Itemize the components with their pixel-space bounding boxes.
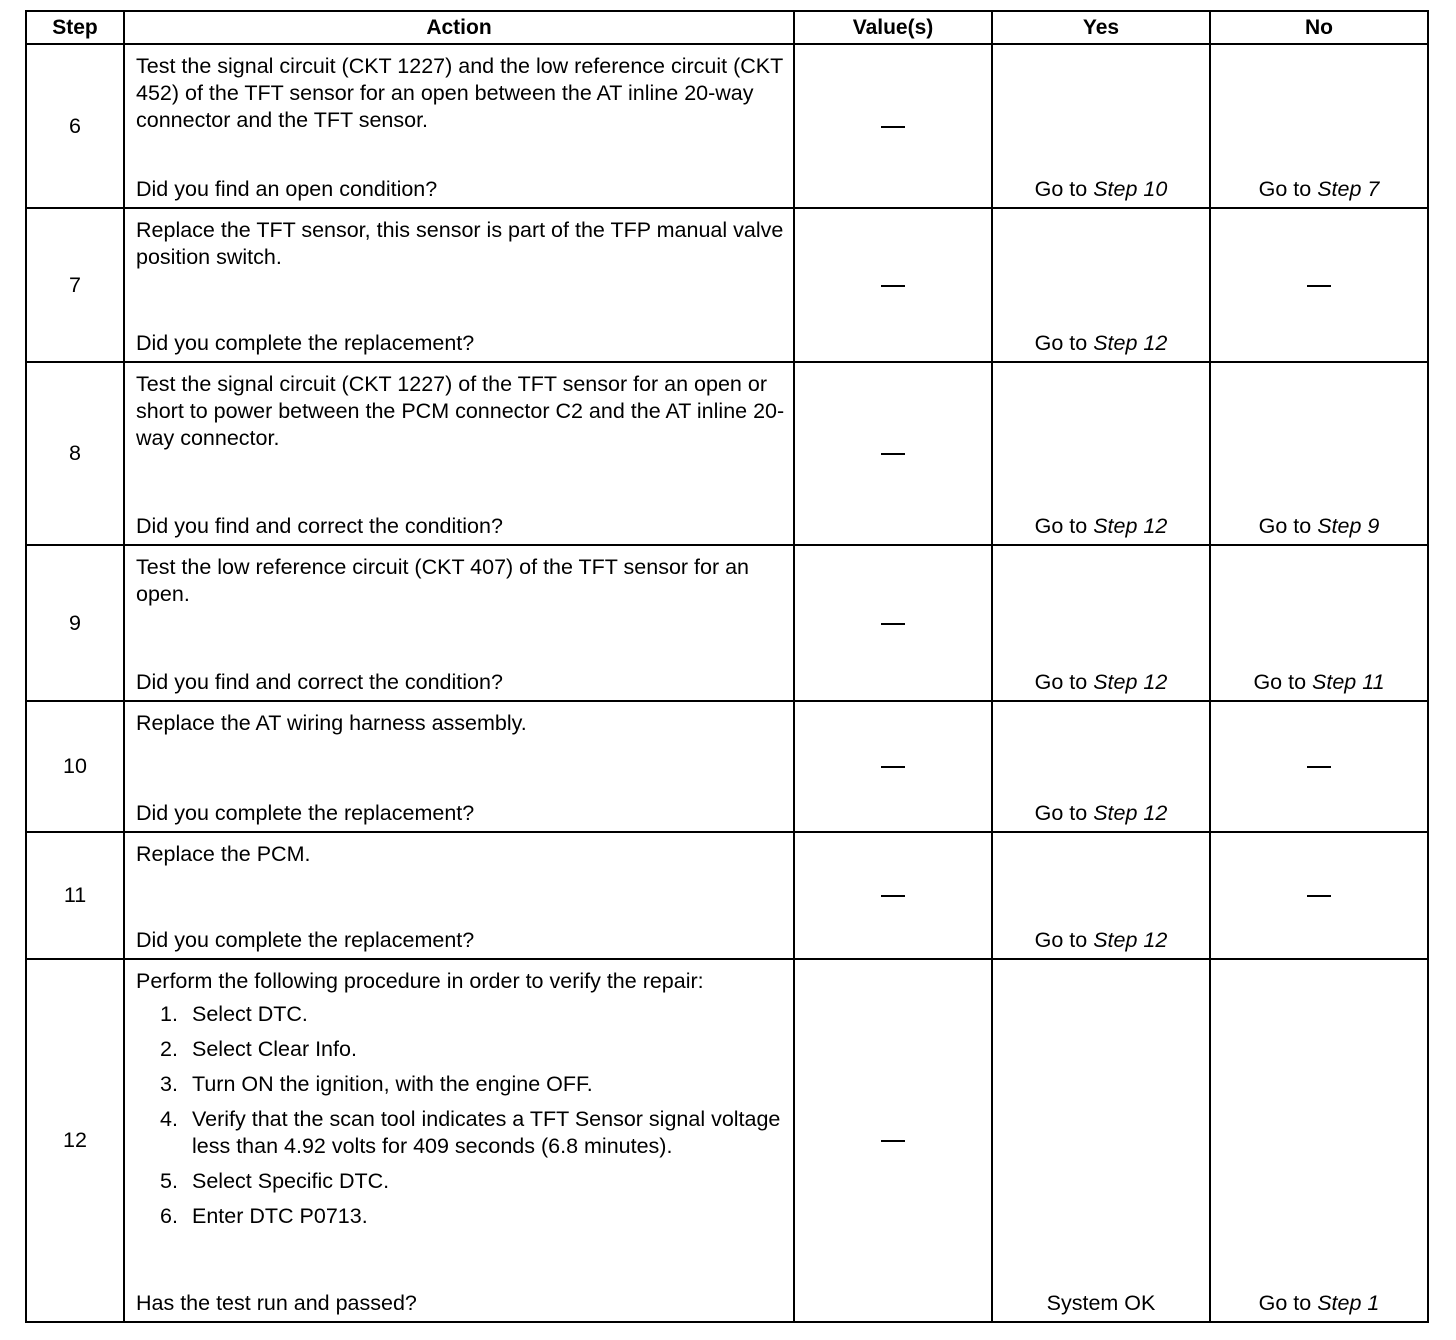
step-number: 12: [26, 959, 124, 1322]
value-cell: [794, 701, 992, 832]
procedure-list: [136, 1001, 785, 1230]
action-question: Did you complete the replacement?: [136, 928, 475, 952]
table-row: [26, 832, 1428, 959]
goto-step: Step 10: [1093, 177, 1168, 201]
table-row: [26, 959, 1428, 1322]
yes-goto[interactable]: [993, 176, 1209, 203]
goto-prefix: Go to: [1034, 177, 1088, 201]
action-cell: [124, 959, 794, 1322]
table-row: [26, 208, 1428, 362]
table-row: [26, 701, 1428, 832]
action-cell: [124, 362, 794, 545]
action-cell: [124, 545, 794, 701]
item-number: 3.: [160, 1072, 178, 1096]
action-question: Has the test run and passed?: [136, 1291, 417, 1315]
action-question: Did you complete the replacement?: [136, 801, 475, 825]
goto-prefix: Go to: [1034, 928, 1088, 952]
action-cell: [124, 701, 794, 832]
item-text: Turn ON the ignition, with the engine OFF.: [192, 1072, 593, 1096]
item-number: 1.: [160, 1002, 178, 1026]
header-value: Value(s): [794, 11, 992, 44]
no-dash: [1307, 766, 1331, 768]
item-number: 5.: [160, 1169, 178, 1193]
value-cell: [794, 959, 992, 1322]
value-dash: [881, 453, 905, 455]
goto-prefix: Go to: [1034, 514, 1088, 538]
yes-goto[interactable]: [993, 669, 1209, 696]
goto-prefix: Go to: [1034, 670, 1088, 694]
value-cell: [794, 44, 992, 208]
header-action: Action: [124, 11, 794, 44]
goto-prefix: Go to: [1034, 801, 1088, 825]
yes-cell: [992, 545, 1210, 701]
list-item: [160, 1168, 785, 1195]
action-cell: [124, 44, 794, 208]
item-text: Select Clear Info.: [192, 1037, 357, 1061]
item-number: 2.: [160, 1037, 178, 1061]
goto-prefix: Go to: [1258, 177, 1312, 201]
list-item: [160, 1001, 785, 1028]
action-question: Did you find and correct the condition?: [136, 514, 503, 538]
goto-step: Step 12: [1093, 514, 1168, 538]
item-number: 6.: [160, 1204, 178, 1228]
value-cell: [794, 208, 992, 362]
list-item: [160, 1071, 785, 1098]
header-step: Step: [26, 11, 124, 44]
list-item: [160, 1036, 785, 1063]
step-number: 8: [26, 362, 124, 545]
value-cell: [794, 362, 992, 545]
step-number: 6: [26, 44, 124, 208]
no-cell: [1210, 545, 1428, 701]
yes-goto[interactable]: [993, 330, 1209, 357]
value-dash: [881, 1140, 905, 1142]
list-item: [160, 1203, 785, 1230]
goto-prefix: Go to: [1258, 1291, 1312, 1315]
value-cell: [794, 545, 992, 701]
value-dash: [881, 766, 905, 768]
no-cell: [1210, 832, 1428, 959]
item-text: Select Specific DTC.: [192, 1169, 390, 1193]
action-cell: [124, 832, 794, 959]
action-question: Did you find and correct the condition?: [136, 670, 503, 694]
goto-prefix: Go to: [1253, 670, 1307, 694]
action-question: Did you find an open condition?: [136, 177, 438, 201]
diagnostic-table: [25, 10, 1429, 1323]
no-dash: [1307, 895, 1331, 897]
step-number: 10: [26, 701, 124, 832]
yes-cell: [992, 362, 1210, 545]
action-cell: [124, 208, 794, 362]
table-row: [26, 362, 1428, 545]
value-dash: [881, 126, 905, 128]
yes-cell: [992, 959, 1210, 1322]
no-cell: [1210, 362, 1428, 545]
action-instruction: Replace the TFT sensor, this sensor is part of the TFP manual valve position switch.: [136, 218, 784, 269]
item-text: Select DTC.: [192, 1002, 308, 1026]
item-number: 4.: [160, 1107, 178, 1131]
table-row: [26, 545, 1428, 701]
goto-step: Step 12: [1093, 928, 1168, 952]
goto-prefix: Go to: [1258, 514, 1312, 538]
yes-goto[interactable]: [993, 927, 1209, 954]
item-text: Enter DTC P0713.: [192, 1204, 368, 1228]
action-instruction: Perform the following procedure in order to verify the repair:: [136, 969, 704, 993]
action-instruction: Test the low reference circuit (CKT 407) of the TFT sensor for an open.: [136, 555, 750, 606]
goto-step: Step 9: [1317, 514, 1380, 538]
yes-cell: [992, 701, 1210, 832]
no-goto[interactable]: [1211, 669, 1427, 696]
header-yes: Yes: [992, 11, 1210, 44]
step-number: 11: [26, 832, 124, 959]
no-dash: [1307, 285, 1331, 287]
goto-step: Step 11: [1312, 670, 1385, 694]
value-dash: [881, 895, 905, 897]
goto-step: Step 12: [1093, 801, 1168, 825]
yes-goto[interactable]: [993, 800, 1209, 827]
goto-prefix: Go to: [1034, 331, 1088, 355]
value-dash: [881, 623, 905, 625]
goto-step: Step 12: [1093, 331, 1168, 355]
action-question: Did you complete the replacement?: [136, 331, 475, 355]
no-goto[interactable]: [1211, 513, 1427, 540]
yes-cell: [992, 832, 1210, 959]
no-cell: [1210, 701, 1428, 832]
goto-step: Step 12: [1093, 670, 1168, 694]
value-dash: [881, 285, 905, 287]
value-cell: [794, 832, 992, 959]
no-cell: [1210, 959, 1428, 1322]
step-number: 7: [26, 208, 124, 362]
no-goto[interactable]: [1211, 176, 1427, 203]
list-item: [160, 1106, 785, 1160]
no-cell: [1210, 44, 1428, 208]
item-text: Verify that the scan tool indicates a TFT Sensor signal voltage less than 4.92 volts for 409 seconds (6.8 minutes).: [192, 1107, 781, 1158]
no-goto[interactable]: [1211, 1290, 1427, 1317]
no-cell: [1210, 208, 1428, 362]
yes-cell: [992, 44, 1210, 208]
step-number: 9: [26, 545, 124, 701]
action-instruction: Test the signal circuit (CKT 1227) of the TFT sensor for an open or short to power between the PCM connector C2 and the AT inline 20-way connector.: [136, 372, 785, 450]
yes-system-ok[interactable]: System OK: [1046, 1291, 1156, 1315]
header-no: No: [1210, 11, 1428, 44]
table-row: [26, 44, 1428, 208]
yes-cell: [992, 208, 1210, 362]
header-row: [26, 11, 1428, 44]
action-instruction: Replace the AT wiring harness assembly.: [136, 711, 527, 735]
action-instruction: Replace the PCM.: [136, 842, 311, 866]
action-instruction: Test the signal circuit (CKT 1227) and the low reference circuit (CKT 452) of the TFT sensor for an open between the AT inline 20-way connector and the TFT sensor.: [136, 54, 783, 132]
yes-goto[interactable]: [993, 513, 1209, 540]
goto-step: Step 7: [1317, 177, 1380, 201]
goto-step: Step 1: [1317, 1291, 1380, 1315]
